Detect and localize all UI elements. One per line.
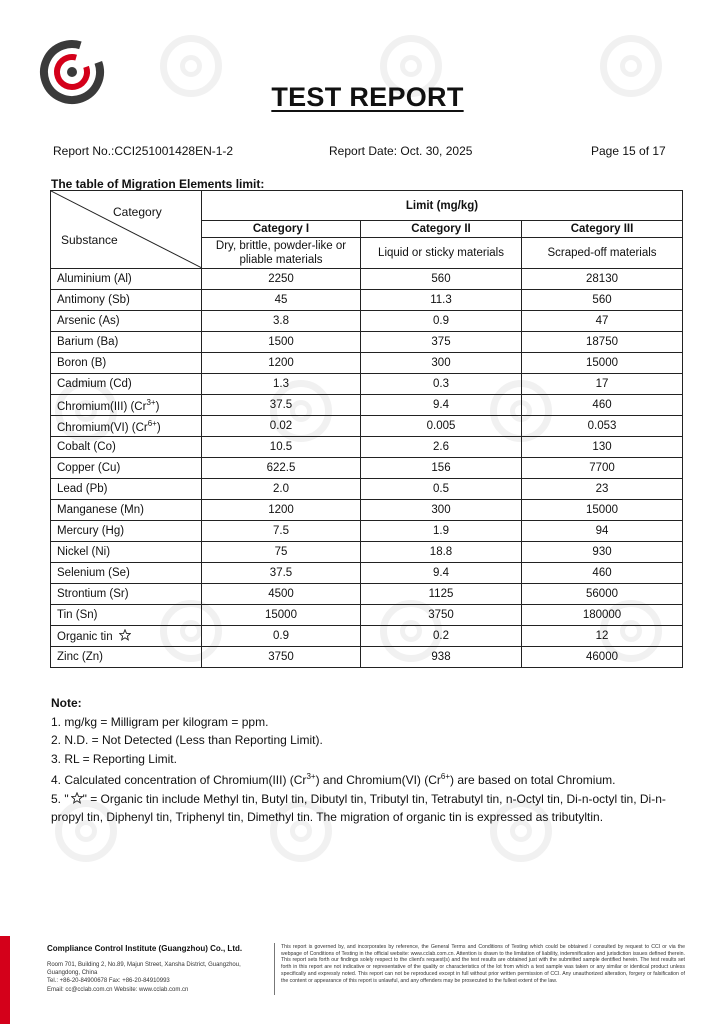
limit-value-c1: 75 — [202, 542, 361, 563]
footer-divider — [274, 943, 275, 995]
limit-value-c2: 3750 — [361, 605, 522, 626]
table-row — [51, 269, 683, 290]
company-address: Room 701, Building 2, No.89, Majun Street, Xansha District, Guangzhou, Guangdong, China Tel.: +86-20-84900678 Fax: +86-20-84910993 Email: cc@cclab.com.cn Website: www.cclab.com.cn — [47, 962, 241, 993]
limit-value-c3: 46000 — [522, 647, 683, 668]
substance-cell: Cobalt (Co) — [51, 437, 202, 458]
limit-value-c3: 930 — [522, 542, 683, 563]
note-5: 5. " " = Organic tin include Methyl tin, Butyl tin, Dibutyl tin, Tributyl tin, Tetrabutyl tin, n-Octyl tin, Di-n-octyl tin, Di-n-propyl tin, Diphenyl tin, Triphenyl tin, Dimethyl tin. The migration of organic tin is expressed as tributyltin. — [51, 791, 666, 824]
limit-value-c2: 11.3 — [361, 290, 522, 311]
substance-label: Substance — [61, 233, 118, 247]
substance-cell: Mercury (Hg) — [51, 521, 202, 542]
table-row — [51, 353, 683, 374]
limit-value-c3: 7700 — [522, 458, 683, 479]
limit-value-c3: 18750 — [522, 332, 683, 353]
page-number: Page 15 of 17 — [591, 144, 666, 158]
table-row — [51, 416, 683, 437]
table-row — [51, 395, 683, 416]
limit-value-c1: 45 — [202, 290, 361, 311]
limit-value-c1: 37.5 — [202, 563, 361, 584]
limit-value-c3: 0.053 — [522, 416, 683, 437]
limit-value-c3: 47 — [522, 311, 683, 332]
table-row — [51, 500, 683, 521]
limit-value-c3: 56000 — [522, 584, 683, 605]
substance-cell: Tin (Sn) — [51, 605, 202, 626]
migration-limit-table — [50, 190, 683, 668]
limit-value-c1: 622.5 — [202, 458, 361, 479]
substance-cell: Boron (B) — [51, 353, 202, 374]
page-title: TEST REPORT — [271, 82, 464, 112]
red-side-bar — [0, 936, 10, 1024]
limit-value-c2: 0.9 — [361, 311, 522, 332]
table-row — [51, 437, 683, 458]
substance-cell: Manganese (Mn) — [51, 500, 202, 521]
limit-value-c2: 2.6 — [361, 437, 522, 458]
substance-cell: Aluminium (Al) — [51, 269, 202, 290]
limit-value-c1: 2250 — [202, 269, 361, 290]
note-1: 1. mg/kg = Milligram per kilogram = ppm. — [51, 714, 269, 729]
limit-value-c1: 1200 — [202, 353, 361, 374]
substance-cell: Copper (Cu) — [51, 458, 202, 479]
disclaimer-text: This report is governed by, and incorporates by reference, the General Terms and Conditions of Testing which could be obtained / consulted by request to CCI or via the webpage of Conditions of Testing in the official website: www.cclab.com.cn. Attention is drawn to the limitation of liability, indemnification and jurisdiction issues defined therein. This report sets forth our findings solely respect to the client's request(s) and the test results are obtained just with the submitted sample dentified herein. The test results set forth in this report are not indicative or representative of the quality or characteristics of the lot from which a test sample was taken or any similar or identical product unless specifically and expressly noted. This report can not be reproduced except in full without prior written permission of CCI. Any unauthorized alteration, forgery or falsification of the content or appearance of this report is unlawful, and any offenders may be prosecuted to the fullest extent of the law. — [281, 944, 685, 984]
limit-value-c2: 156 — [361, 458, 522, 479]
limit-value-c2: 300 — [361, 500, 522, 521]
table-row — [51, 374, 683, 395]
limit-value-c1: 10.5 — [202, 437, 361, 458]
limit-value-c3: 130 — [522, 437, 683, 458]
report-date: Report Date: Oct. 30, 2025 — [329, 144, 473, 158]
limit-value-c3: 460 — [522, 563, 683, 584]
substance-cell: Barium (Ba) — [51, 332, 202, 353]
table-row — [51, 332, 683, 353]
table-row — [51, 584, 683, 605]
limit-value-c1: 4500 — [202, 584, 361, 605]
category-3-header: Category III — [522, 221, 683, 238]
substance-cell: Chromium(III) $(Cr^{3+})$ — [51, 395, 202, 416]
limit-value-c2: 9.4 — [361, 395, 522, 416]
company-name: Compliance Control Institute (Guangzhou) Co., Ltd. — [47, 944, 243, 953]
table-row — [51, 542, 683, 563]
limit-value-c3: 12 — [522, 626, 683, 647]
limit-value-c3: 15000 — [522, 500, 683, 521]
notes-heading: Note: — [51, 696, 82, 710]
substance-cell: Selenium (Se) — [51, 563, 202, 584]
limit-value-c3: 28130 — [522, 269, 683, 290]
note-3: 3. RL = Reporting Limit. — [51, 751, 177, 766]
limit-value-c1: 3.8 — [202, 311, 361, 332]
limit-value-c3: 94 — [522, 521, 683, 542]
limit-value-c1: 7.5 — [202, 521, 361, 542]
table-row — [51, 626, 683, 647]
report-number: Report No.:CCI251001428EN-1-2 — [53, 144, 234, 158]
limit-header: Limit (mg/kg) — [202, 191, 683, 221]
category-1-header: Category I — [202, 221, 361, 238]
limit-value-c1: 1500 — [202, 332, 361, 353]
category-3-desc: Scraped-off materials — [522, 238, 683, 269]
category-2-header: Category II — [361, 221, 522, 238]
limit-value-c2: 0.3 — [361, 374, 522, 395]
substance-cell: Chromium(VI) $(Cr^{6+})$ — [51, 416, 202, 437]
category-1-desc: Dry, brittle, powder-like or pliable materials — [202, 238, 361, 269]
limit-value-c2: 0.005 — [361, 416, 522, 437]
limit-value-c3: 560 — [522, 290, 683, 311]
table-row — [51, 605, 683, 626]
substance-cell: Lead (Pb) — [51, 479, 202, 500]
category-substance-header — [51, 191, 202, 269]
category-label: Category — [113, 205, 162, 219]
limit-value-c3: 180000 — [522, 605, 683, 626]
substance-cell: Antimony (Sb) — [51, 290, 202, 311]
star-icon — [71, 792, 83, 804]
note-2: 2. N.D. = Not Detected (Less than Reporting Limit). — [51, 733, 323, 747]
limit-value-c3: 15000 — [522, 353, 683, 374]
limit-value-c1: 0.02 — [202, 416, 361, 437]
limit-value-c3: 17 — [522, 374, 683, 395]
star-icon — [119, 629, 131, 641]
notes-section — [51, 694, 691, 827]
diagonal-line — [51, 191, 202, 268]
table-row — [51, 521, 683, 542]
limit-value-c2: 1.9 — [361, 521, 522, 542]
limit-value-c2: 375 — [361, 332, 522, 353]
limit-value-c2: 1125 — [361, 584, 522, 605]
substance-cell: Arsenic (As) — [51, 311, 202, 332]
limit-value-c3: 23 — [522, 479, 683, 500]
limit-value-c1: 0.9 — [202, 626, 361, 647]
table-row — [51, 479, 683, 500]
note-4: 4. Calculated concentration of Chromium(III) $(Cr^{3+})$ and Chromium(VI) $(Cr^{6+})$ are based on total Chromium. — [51, 772, 616, 787]
limit-value-c2: 18.8 — [361, 542, 522, 563]
limit-value-c1: 2.0 — [202, 479, 361, 500]
table-row — [51, 458, 683, 479]
category-2-desc: Liquid or sticky materials — [361, 238, 522, 269]
limit-value-c1: 1.3 — [202, 374, 361, 395]
table-row — [51, 647, 683, 668]
substance-cell: Zinc (Zn) — [51, 647, 202, 668]
limit-value-c2: 0.5 — [361, 479, 522, 500]
table-row — [51, 311, 683, 332]
limit-value-c1: 37.5 — [202, 395, 361, 416]
limit-value-c2: 0.2 — [361, 626, 522, 647]
substance-cell: Nickel (Ni) — [51, 542, 202, 563]
substance-cell: Organic tin — [51, 626, 202, 647]
limit-value-c1: 1200 — [202, 500, 361, 521]
limit-value-c2: 300 — [361, 353, 522, 374]
substance-cell: Strontium (Sr) — [51, 584, 202, 605]
table-title: The table of Migration Elements limit: — [51, 177, 265, 191]
table-row — [51, 290, 683, 311]
limit-value-c3: 460 — [522, 395, 683, 416]
limit-value-c2: 9.4 — [361, 563, 522, 584]
substance-cell: Cadmium (Cd) — [51, 374, 202, 395]
limit-value-c1: 3750 — [202, 647, 361, 668]
table-row — [51, 563, 683, 584]
limit-value-c2: 938 — [361, 647, 522, 668]
limit-value-c1: 15000 — [202, 605, 361, 626]
limit-value-c2: 560 — [361, 269, 522, 290]
